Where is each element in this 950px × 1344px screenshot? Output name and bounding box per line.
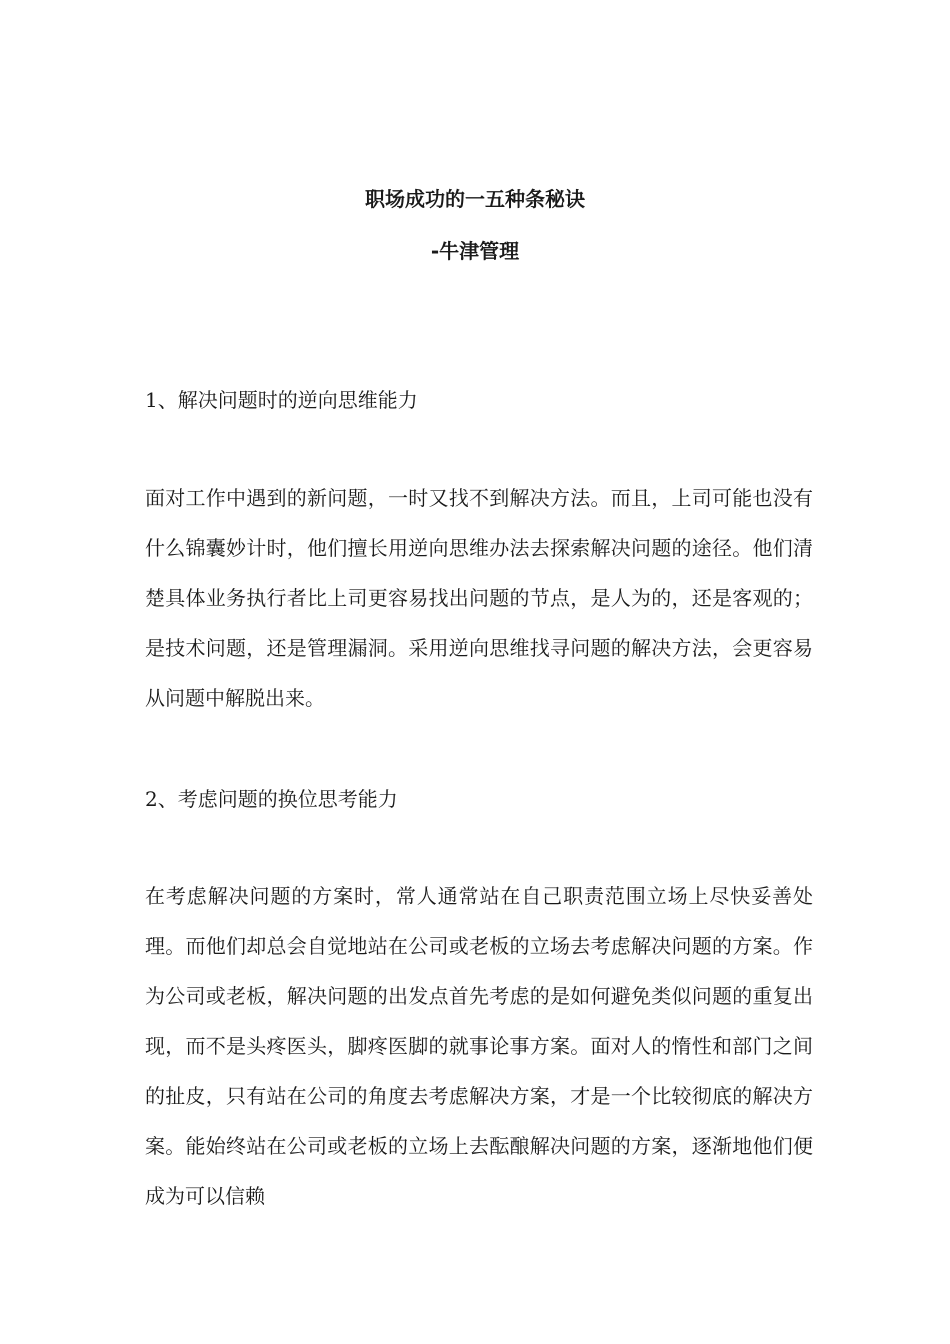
page-title: 职场成功的一五种条秘诀	[365, 187, 585, 211]
section-heading-2: 2、考虑问题的换位思考能力	[145, 787, 398, 811]
page-subtitle: -牛津管理	[430, 239, 520, 263]
section-heading-1: 1、解决问题时的逆向思维能力	[145, 388, 418, 412]
section-body-2: 在考虑解决问题的方案时，常人通常站在自己职责范围立场上尽快妥善处理。而他们却总会自觉地站在公司或老板的立场去考虑解决问题的方案。作为公司或老板，解决问题的出发点首先考虑的是如何避免类似问题的重复出现，而不是头疼医头，脚疼医脚的就事论事方案。面对人的惰性和部门之间的扯皮，只有站在公司的角度去考虑解决方案，才是一个比较彻底的解决方案。能始终站在公司或老板的立场上去酝酿解决问题的方案，逐渐地他们便成为可以信赖	[145, 884, 813, 1208]
section-body-1: 面对工作中遇到的新问题，一时又找不到解决方法。而且，上司可能也没有什么锦囊妙计时，他们擅长用逆向思维办法去探索解决问题的途径。他们清楚具体业务执行者比上司更容易找出问题的节点，是人为的，还是客观的；是技术问题，还是管理漏洞。采用逆向思维找寻问题的解决方法，会更容易从问题中解脱出来。	[145, 486, 813, 710]
